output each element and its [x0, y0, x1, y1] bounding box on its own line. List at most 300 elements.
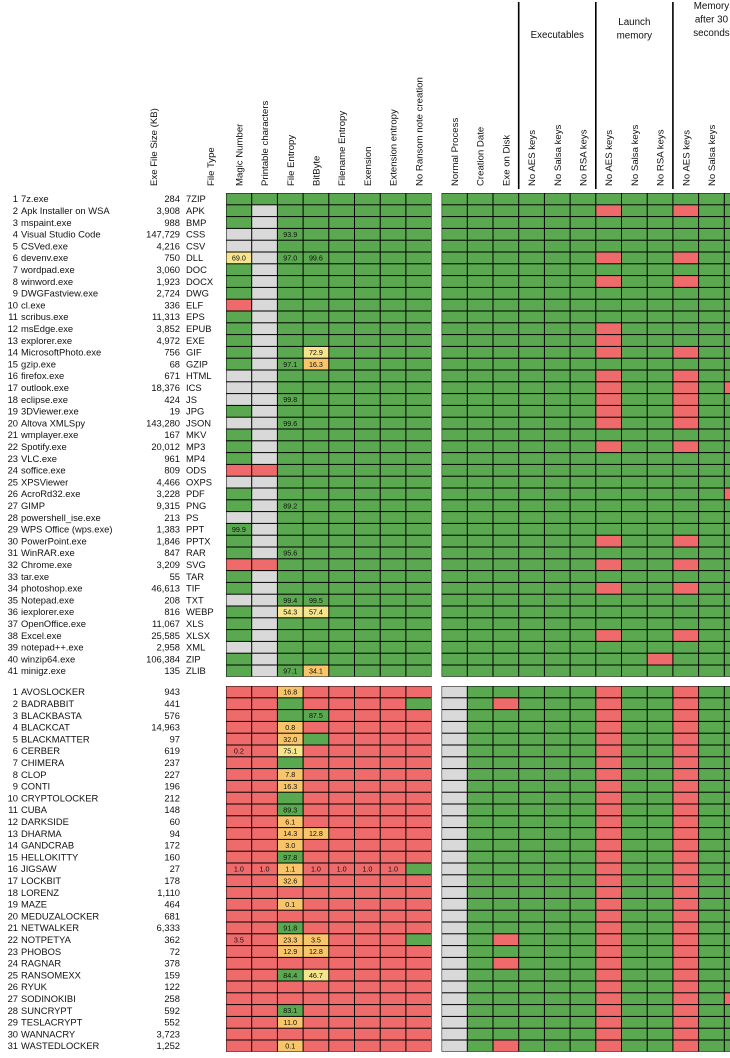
benign-behavior-cell: [673, 264, 698, 275]
benign-metric-cell: [227, 335, 252, 346]
ransomware-behavior-cell: [545, 698, 570, 709]
benign-behavior-cell: [545, 382, 570, 393]
benign-row-name: minigz.exe: [21, 665, 66, 677]
ransomware-row-size: 122: [164, 981, 180, 993]
benign-behavior-cell: [596, 666, 621, 677]
ransomware-behavior-cell: [545, 1041, 570, 1052]
benign-behavior-cell: [442, 300, 467, 311]
benign-behavior-cell: [468, 595, 493, 606]
ransomware-metric-cell: [278, 757, 303, 768]
ransomware-row-name: BLACKMATTER: [21, 733, 90, 745]
benign-metric-cell: [252, 524, 277, 535]
benign-metric-cell: [252, 300, 277, 311]
ransomware-behavior-cell: [622, 805, 647, 816]
benign-row-type: MP3: [186, 441, 206, 452]
ransomware-row-name: GANDCRAB: [21, 839, 75, 851]
ransomware-behavior-cell: [648, 1029, 673, 1040]
ransomware-metric-cell: [381, 970, 406, 981]
benign-metric-cell: [227, 205, 252, 216]
benign-behavior-cell: [571, 264, 596, 275]
benign-behavior-cell: [545, 217, 570, 228]
group-label: Memory: [693, 1, 730, 12]
ransomware-metric-cell: [227, 722, 252, 733]
benign-metric-cell: [329, 253, 354, 264]
ransomware-behavior-cell: [673, 828, 698, 839]
ransomware-metric-value: 12.9: [283, 947, 298, 957]
benign-row-number: 11: [8, 311, 18, 323]
benign-metric-cell: [252, 536, 277, 547]
benign-behavior-cell: [622, 477, 647, 488]
ransomware-behavior-cell: [673, 923, 698, 934]
benign-behavior-cell: [596, 548, 621, 559]
ransomware-behavior-cell: [725, 1029, 730, 1040]
benign-row-size: 809: [164, 464, 180, 476]
benign-row-size: 19: [169, 405, 180, 417]
benign-metric-cell: [329, 536, 354, 547]
ransomware-behavior-cell: [673, 1041, 698, 1052]
ransomware-behavior-cell: [494, 982, 519, 993]
ransomware-row-number: 19: [7, 898, 18, 910]
ransomware-metric-value: 87.5: [308, 711, 323, 721]
ransomware-metric-cell: [252, 911, 277, 922]
benign-row-number: 35: [7, 594, 18, 606]
benign-metric-cell: [329, 241, 354, 252]
ransomware-behavior-cell: [519, 970, 544, 981]
benign-behavior-cell: [545, 500, 570, 511]
benign-behavior-cell: [468, 536, 493, 547]
benign-metric-cell: [227, 241, 252, 252]
benign-behavior-cell: [725, 524, 730, 535]
ransomware-metric-cell: [304, 911, 329, 922]
ransomware-metric-cell: [406, 934, 431, 945]
benign-behavior-cell: [622, 559, 647, 570]
benign-metric-value: 99.4: [283, 595, 298, 605]
ransomware-behavior-cell: [725, 828, 730, 839]
benign-row-number: 5: [12, 240, 18, 252]
benign-behavior-cell: [622, 276, 647, 287]
benign-metric-cell: [252, 382, 277, 393]
benign-row-name: Spotify.exe: [21, 441, 67, 452]
ransomware-metric-cell: [252, 1017, 277, 1028]
benign-behavior-cell: [725, 347, 730, 358]
benign-behavior-cell: [596, 217, 621, 228]
ransomware-metric-cell: [329, 887, 354, 898]
ransomware-behavior-cell: [519, 816, 544, 827]
ransomware-behavior-cell: [494, 698, 519, 709]
ransomware-behavior-cell: [725, 864, 730, 875]
benign-behavior-cell: [725, 583, 730, 594]
benign-metric-cell: [252, 607, 277, 618]
ransomware-behavior-cell: [622, 993, 647, 1004]
benign-row-number: 28: [7, 511, 18, 523]
benign-metric-cell: [406, 654, 431, 665]
ransomware-metric-cell: [355, 1041, 380, 1052]
ransomware-metric-cell: [227, 1017, 252, 1028]
benign-behavior-cell: [725, 264, 730, 275]
benign-metric-cell: [304, 264, 329, 275]
benign-row-size: 135: [164, 665, 180, 677]
benign-behavior-cell: [725, 595, 730, 606]
ransomware-behavior-cell: [725, 982, 730, 993]
benign-behavior-cell: [494, 347, 519, 358]
ransomware-behavior-cell: [725, 852, 730, 863]
benign-behavior-cell: [648, 359, 673, 370]
benign-behavior-cell: [648, 371, 673, 382]
benign-metric-cell: [329, 654, 354, 665]
ransomware-metric-cell: [227, 734, 252, 745]
benign-behavior-cell: [622, 253, 647, 264]
benign-behavior-cell: [648, 312, 673, 323]
benign-behavior-cell: [648, 559, 673, 570]
benign-row-type: SVG: [186, 559, 206, 570]
benign-behavior-cell: [673, 241, 698, 252]
benign-metric-cell: [227, 536, 252, 547]
benign-metric-cell: [252, 312, 277, 323]
ransomware-metric-cell: [381, 946, 406, 957]
benign-behavior-cell: [442, 559, 467, 570]
ransomware-metric-cell: [252, 982, 277, 993]
ransomware-behavior-cell: [699, 934, 724, 945]
benign-behavior-cell: [494, 559, 519, 570]
benign-metric-cell: [406, 607, 431, 618]
ransomware-behavior-cell: [442, 852, 467, 863]
ransomware-behavior-cell: [571, 734, 596, 745]
ransomware-metric-cell: [406, 899, 431, 910]
benign-behavior-cell: [442, 642, 467, 653]
benign-row-name: eclipse.exe: [21, 393, 68, 405]
benign-metric-cell: [355, 583, 380, 594]
benign-behavior-cell: [468, 441, 493, 452]
benign-behavior-cell: [571, 595, 596, 606]
benign-metric-cell: [227, 583, 252, 594]
ransomware-behavior-cell: [468, 970, 493, 981]
ransomware-row-number: 1: [12, 686, 18, 698]
ransomware-behavior-cell: [673, 1005, 698, 1016]
benign-behavior-cell: [648, 595, 673, 606]
ransomware-behavior-cell: [519, 734, 544, 745]
benign-behavior-cell: [519, 512, 544, 523]
benign-metric-cell: [329, 371, 354, 382]
ransomware-metric-cell: [381, 805, 406, 816]
benign-metric-cell: [381, 382, 406, 393]
benign-metric-cell: [227, 453, 252, 464]
benign-metric-cell: [252, 229, 277, 240]
benign-behavior-cell: [673, 418, 698, 429]
benign-behavior-cell: [699, 253, 724, 264]
benign-behavior-cell: [468, 300, 493, 311]
ransomware-metric-cell: [355, 698, 380, 709]
benign-behavior-cell: [673, 441, 698, 452]
benign-behavior-cell: [725, 548, 730, 559]
ransomware-metric-value: 1.0: [310, 864, 321, 874]
ransomware-behavior-cell: [725, 840, 730, 851]
ransomware-metric-cell: [227, 828, 252, 839]
benign-behavior-cell: [622, 288, 647, 299]
ransomware-row-size: 27: [169, 863, 180, 875]
ransomware-row-name: CONTI: [21, 780, 51, 792]
ransomware-behavior-cell: [571, 946, 596, 957]
benign-behavior-cell: [699, 371, 724, 382]
benign-metric-cell: [227, 441, 252, 452]
benign-metric-cell: [406, 276, 431, 287]
ransomware-metric-cell: [329, 722, 354, 733]
benign-behavior-cell: [622, 536, 647, 547]
ransomware-metric-cell: [406, 828, 431, 839]
benign-metric-cell: [252, 512, 277, 523]
ransomware-row-number: 4: [12, 721, 18, 733]
benign-metric-cell: [278, 194, 303, 205]
ransomware-metric-cell: [355, 899, 380, 910]
ransomware-metric-cell: [252, 887, 277, 898]
benign-behavior-cell: [571, 406, 596, 417]
benign-metric-cell: [329, 595, 354, 606]
benign-behavior-cell: [545, 642, 570, 653]
benign-behavior-cell: [699, 359, 724, 370]
benign-behavior-cell: [571, 524, 596, 535]
benign-behavior-cell: [494, 300, 519, 311]
benign-row-number: 4: [12, 228, 18, 240]
ransomware-behavior-cell: [673, 852, 698, 863]
ransomware-behavior-cell: [468, 687, 493, 698]
ransomware-behavior-cell: [648, 793, 673, 804]
benign-metric-cell: [252, 559, 277, 570]
ransomware-behavior-cell: [622, 911, 647, 922]
benign-behavior-cell: [725, 512, 730, 523]
ransomware-metric-value: 11.0: [283, 1018, 297, 1027]
ransomware-metric-cell: [329, 899, 354, 910]
benign-metric-cell: [355, 477, 380, 488]
benign-behavior-cell: [725, 335, 730, 346]
benign-behavior-cell: [545, 595, 570, 606]
benign-behavior-cell: [545, 371, 570, 382]
benign-behavior-cell: [673, 642, 698, 653]
ransomware-row-number: 26: [7, 981, 18, 993]
benign-row-name: devenv.exe: [21, 252, 69, 264]
benign-behavior-cell: [648, 571, 673, 582]
ransomware-behavior-cell: [571, 722, 596, 733]
ransomware-behavior-cell: [673, 934, 698, 945]
ransomware-behavior-cell: [699, 923, 724, 934]
benign-behavior-cell: [673, 536, 698, 547]
benign-behavior-cell: [622, 441, 647, 452]
benign-behavior-cell: [468, 217, 493, 228]
ransomware-behavior-cell: [494, 923, 519, 934]
benign-behavior-cell: [596, 300, 621, 311]
benign-metric-cell: [227, 548, 252, 559]
benign-behavior-cell: [725, 323, 730, 334]
benign-behavior-cell: [571, 288, 596, 299]
ransomware-metric-cell: [329, 993, 354, 1004]
benign-metric-cell: [227, 465, 252, 476]
ransomware-behavior-cell: [519, 899, 544, 910]
benign-behavior-cell: [571, 477, 596, 488]
benign-row-size: 847: [164, 547, 180, 559]
ransomware-behavior-cell: [596, 1005, 621, 1016]
benign-metric-cell: [381, 571, 406, 582]
benign-metric-value: 57.4: [308, 607, 323, 617]
ransomware-behavior-cell: [648, 1041, 673, 1052]
benign-row-number: 38: [7, 629, 18, 641]
benign-behavior-cell: [648, 524, 673, 535]
benign-row-name: AcroRd32.exe: [21, 488, 81, 500]
ransomware-row-name: DHARMA: [21, 827, 62, 839]
benign-metric-cell: [278, 630, 303, 641]
ransomware-metric-value: 23.3: [283, 935, 298, 945]
benign-behavior-cell: [596, 359, 621, 370]
ransomware-row-number: 3: [12, 709, 18, 721]
benign-behavior-cell: [545, 335, 570, 346]
benign-metric-cell: [304, 559, 329, 570]
ransomware-metric-cell: [381, 828, 406, 839]
benign-row-size: 11,313: [152, 311, 180, 323]
benign-metric-value: 99.5: [308, 595, 323, 605]
ransomware-metric-cell: [304, 793, 329, 804]
ransomware-metric-value: 1.0: [388, 864, 399, 874]
benign-metric-cell: [227, 194, 252, 205]
benign-behavior-cell: [519, 300, 544, 311]
benign-behavior-cell: [648, 430, 673, 441]
benign-metric-cell: [227, 607, 252, 618]
ransomware-metric-cell: [329, 840, 354, 851]
benign-metric-cell: [252, 666, 277, 677]
benign-metric-cell: [304, 441, 329, 452]
benign-metric-cell: [381, 453, 406, 464]
ransomware-metric-cell: [329, 828, 354, 839]
ransomware-row-size: 1,110: [157, 886, 180, 898]
ransomware-metric-cell: [355, 946, 380, 957]
benign-row-size: 284: [164, 193, 180, 205]
ransomware-behavior-cell: [494, 946, 519, 957]
benign-metric-cell: [329, 288, 354, 299]
benign-metric-cell: [304, 217, 329, 228]
ransomware-metric-cell: [252, 769, 277, 780]
benign-behavior-cell: [494, 465, 519, 476]
ransomware-behavior-cell: [442, 757, 467, 768]
ransomware-metric-cell: [406, 911, 431, 922]
benign-metric-cell: [278, 323, 303, 334]
benign-behavior-cell: [622, 453, 647, 464]
ransomware-behavior-cell: [699, 911, 724, 922]
benign-behavior-cell: [622, 382, 647, 393]
benign-behavior-cell: [468, 666, 493, 677]
ransomware-row-size: 592: [164, 1004, 180, 1016]
benign-behavior-cell: [622, 300, 647, 311]
ransomware-metric-cell: [355, 923, 380, 934]
ransomware-metric-cell: [304, 746, 329, 757]
ransomware-row-size: 196: [164, 780, 180, 792]
benign-behavior-cell: [571, 583, 596, 594]
benign-row-size: 106,384: [146, 653, 180, 665]
benign-metric-cell: [355, 382, 380, 393]
benign-behavior-cell: [519, 382, 544, 393]
benign-row-type: DLL: [186, 252, 204, 264]
ransomware-behavior-cell: [571, 934, 596, 945]
benign-metric-cell: [329, 618, 354, 629]
ransomware-behavior-cell: [571, 757, 596, 768]
benign-behavior-cell: [622, 335, 647, 346]
benign-row-size: 20,012: [151, 441, 180, 452]
ransomware-behavior-cell: [494, 722, 519, 733]
benign-behavior-cell: [648, 194, 673, 205]
benign-metric-cell: [329, 642, 354, 653]
benign-behavior-cell: [622, 430, 647, 441]
benign-behavior-cell: [699, 453, 724, 464]
ransomware-behavior-cell: [622, 781, 647, 792]
benign-behavior-cell: [699, 276, 724, 287]
benign-behavior-cell: [468, 477, 493, 488]
benign-behavior-cell: [725, 300, 730, 311]
ransomware-metric-cell: [406, 1029, 431, 1040]
benign-metric-cell: [355, 595, 380, 606]
ransomware-metric-cell: [252, 993, 277, 1004]
benign-behavior-cell: [725, 253, 730, 264]
ransomware-behavior-cell: [648, 687, 673, 698]
benign-metric-cell: [355, 536, 380, 547]
benign-behavior-cell: [494, 323, 519, 334]
ransomware-metric-cell: [355, 887, 380, 898]
ransomware-behavior-cell: [648, 864, 673, 875]
benign-row-size: 750: [164, 252, 180, 264]
benign-behavior-cell: [596, 524, 621, 535]
ransomware-behavior-cell: [648, 934, 673, 945]
ransomware-metric-cell: [355, 840, 380, 851]
benign-metric-cell: [329, 607, 354, 618]
benign-behavior-cell: [571, 559, 596, 570]
ransomware-behavior-cell: [648, 993, 673, 1004]
ransomware-metric-cell: [355, 1029, 380, 1040]
ransomware-behavior-cell: [468, 958, 493, 969]
benign-behavior-cell: [494, 418, 519, 429]
benign-behavior-cell: [596, 371, 621, 382]
benign-behavior-cell: [571, 323, 596, 334]
benign-row-type: ZLIB: [186, 665, 206, 677]
benign-metric-cell: [355, 430, 380, 441]
benign-row-size: 147,729: [146, 228, 180, 240]
benign-metric-cell: [278, 465, 303, 476]
benign-row-size: 3,060: [156, 264, 180, 275]
ransomware-behavior-cell: [648, 840, 673, 851]
benign-behavior-cell: [545, 571, 570, 582]
benign-metric-cell: [227, 359, 252, 370]
benign-behavior-cell: [596, 441, 621, 452]
benign-behavior-cell: [699, 418, 724, 429]
benign-metric-cell: [227, 217, 252, 228]
benign-behavior-cell: [545, 253, 570, 264]
ransomware-behavior-cell: [519, 1029, 544, 1040]
benign-behavior-cell: [545, 559, 570, 570]
benign-behavior-cell: [725, 666, 730, 677]
benign-behavior-cell: [442, 418, 467, 429]
benign-row-size: 18,376: [151, 382, 180, 393]
benign-row-name: iexplorer.exe: [21, 606, 75, 618]
benign-behavior-cell: [622, 217, 647, 228]
ransomware-behavior-cell: [571, 781, 596, 792]
benign-metric-cell: [355, 288, 380, 299]
benign-metric-cell: [355, 618, 380, 629]
ransomware-behavior-cell: [571, 805, 596, 816]
benign-row-type: XML: [186, 641, 206, 653]
benign-row-number: 8: [12, 275, 18, 287]
benign-behavior-cell: [673, 666, 698, 677]
benign-behavior-cell: [699, 500, 724, 511]
benign-row-number: 3: [12, 216, 18, 228]
benign-row-type: DWG: [186, 287, 209, 299]
benign-row-type: ODS: [186, 464, 207, 476]
benign-metric-cell: [381, 418, 406, 429]
benign-behavior-cell: [673, 583, 698, 594]
benign-row-number: 14: [7, 346, 18, 358]
benign-metric-cell: [304, 394, 329, 405]
